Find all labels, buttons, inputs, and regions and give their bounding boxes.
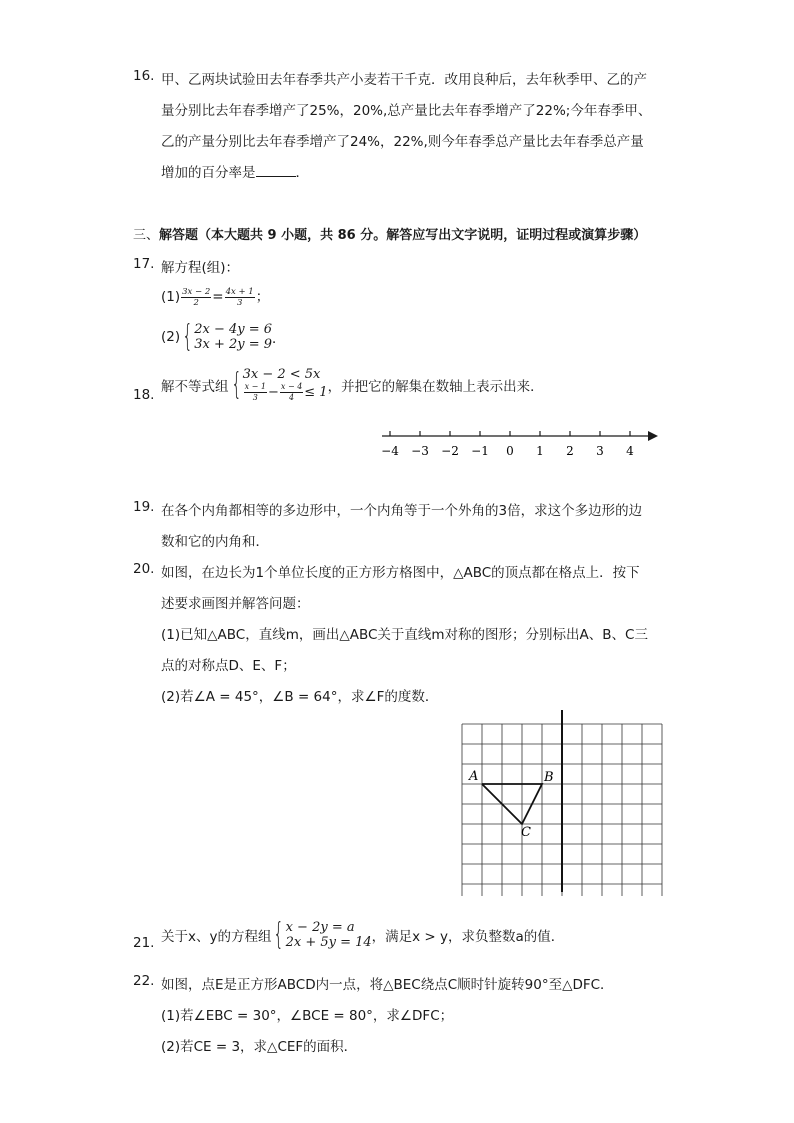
tick-label: 3: [596, 444, 604, 458]
number-line[interactable]: [370, 424, 670, 460]
tick-label: 0: [506, 444, 514, 458]
label-a: A: [469, 769, 479, 784]
question-18-text: 解不等式组{ 3x − 2 < 5x $\frac{x - 1}{3}$ − $\frac{x - 4}{4}$ ≤ 1 ，并把它的解集在数轴上表示出来．: [161, 367, 544, 402]
question-20-part-1-line-2: 点的对称点D、E、F；: [161, 658, 296, 674]
question-16-number: 16.: [133, 68, 155, 84]
grid-figure: [455, 706, 670, 896]
answer-blank[interactable]: [256, 164, 296, 177]
tick-label: −1: [471, 444, 489, 458]
tick-label: 4: [626, 444, 634, 458]
question-16-prompt: 增加的百分率是: [161, 165, 256, 181]
question-19-line-1: 在各个内角都相等的多边形中，一个内角等于一个外角的3倍，求这个多边形的边: [161, 503, 643, 519]
tick-label: −2: [441, 444, 459, 458]
question-16-line-2: 量分别比去年春季增产了25%，20%,总产量比去年春季增产了22%;今年春季甲、: [161, 103, 652, 119]
question-17-title: 解方程(组)：: [161, 260, 240, 276]
tick-label: 2: [566, 444, 574, 458]
question-22-line-1: 如图，点E是正方形ABCD内一点，将△BEC绕点C顺时针旋转90°至△DFC．: [161, 977, 614, 993]
question-21-text: 关于x、y的方程组{ x − 2y = a 2x + 5y = 14 ，满足x > y，求负整数a的值．: [161, 917, 565, 952]
question-20-line-1: 如图，在边长为1个单位长度的正方形方格图中，△ABC的顶点都在格点上．按下: [161, 565, 640, 581]
question-17-number: 17.: [133, 256, 155, 272]
question-17-part-2: (2){ 2x − 4y = 6 3x + 2y = 9 ．: [161, 319, 286, 354]
question-20-line-2: 述要求画图并解答问题：: [161, 596, 310, 612]
arrow-right-icon: [648, 431, 658, 441]
question-16-line-3: 乙的产量分别比去年春季增产了24%，22%,则今年春季总产量比去年春季总产量: [161, 134, 644, 150]
question-16-line-1: 甲、乙两块试验田去年春季共产小麦若干千克．改用良种后，去年秋季甲、乙的产: [161, 72, 647, 88]
question-22-number: 22.: [133, 973, 155, 989]
question-21-number: 21.: [133, 935, 155, 951]
question-19-number: 19.: [133, 499, 155, 515]
tick-label: −4: [381, 444, 399, 458]
question-20-number: 20.: [133, 561, 155, 577]
question-20-part-1-line-1: (1)已知△ABC，直线m，画出△ABC关于直线m对称的图形；分别标出A、B、C三: [161, 627, 648, 643]
question-16-line-4: 增加的百分率是 ．: [161, 165, 309, 181]
question-18-number: 18.: [133, 387, 155, 403]
question-22-part-1: (1)若∠EBC = 30°，∠BCE = 80°，求∠DFC；: [161, 1008, 454, 1024]
question-19-line-2: 数和它的内角和．: [161, 534, 269, 550]
tick-label: 1: [536, 444, 544, 458]
label-b: B: [544, 770, 554, 785]
question-20-part-2: (2)若∠A = 45°，∠B = 64°，求∠F的度数．: [161, 689, 439, 705]
section-3-heading: 三、解答题（本大题共 9 小题，共 86 分。解答应写出文字说明，证明过程或演算步骤）: [133, 228, 647, 243]
label-c: C: [521, 825, 531, 840]
question-17-part-1: (1) $\frac{3x - 2}{2}$ = $\frac{4x + 1}{3}$ ；: [161, 286, 270, 308]
tick-label: −3: [411, 444, 429, 458]
question-22-part-2: (2)若CE = 3，求△CEF的面积．: [161, 1039, 358, 1055]
